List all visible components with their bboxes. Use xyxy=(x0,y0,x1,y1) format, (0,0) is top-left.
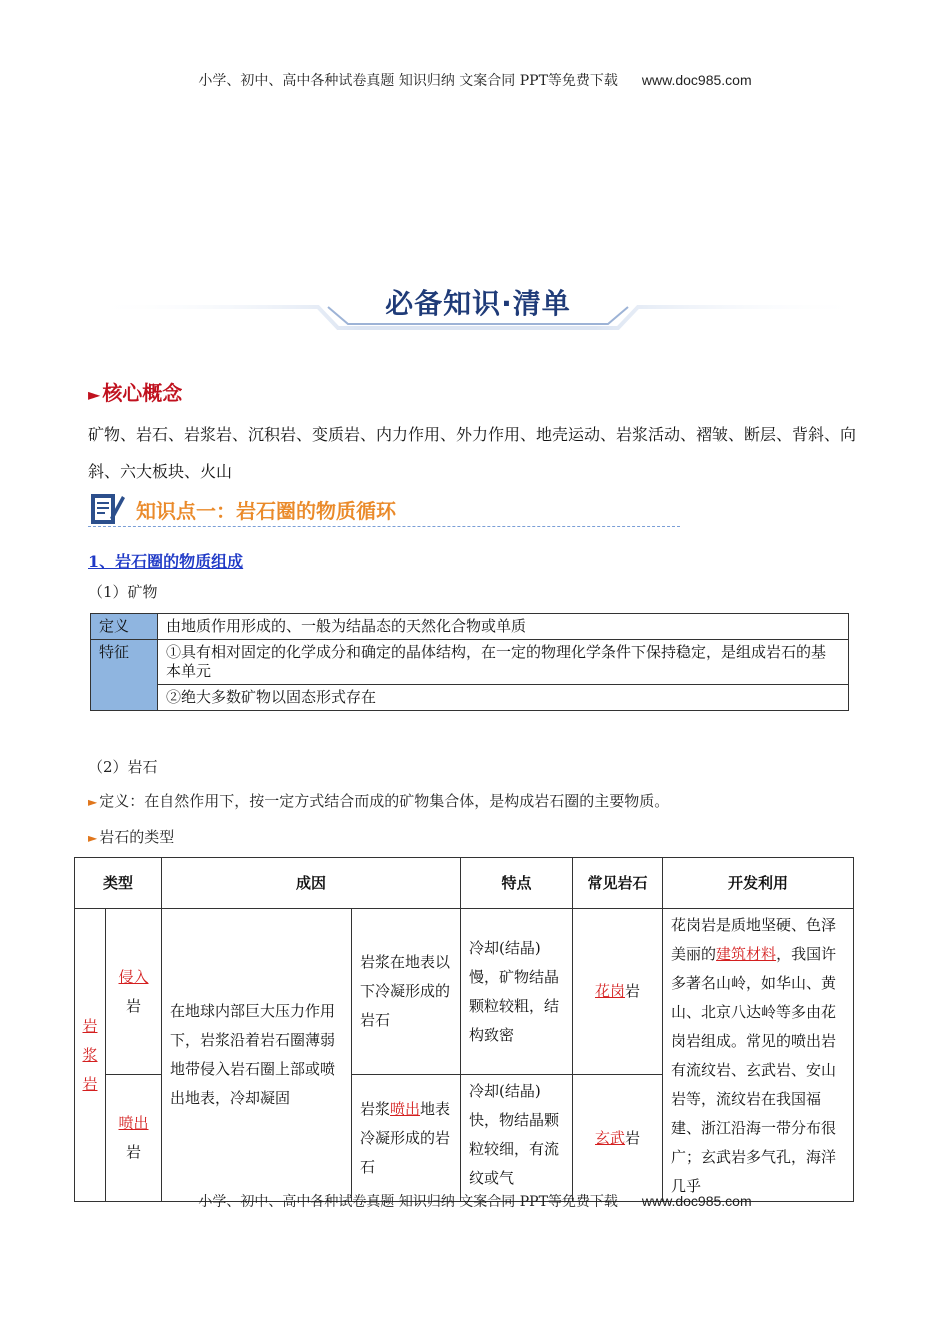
extrusive-example-rest: 岩 xyxy=(625,1128,641,1147)
definition-label: 定义 xyxy=(91,614,158,640)
page-footer xyxy=(0,1191,950,1211)
extrusive-name-rest: 岩 xyxy=(126,1143,142,1162)
category-char: 岩 xyxy=(82,1074,98,1093)
concept-list: 矿物、岩石、岩浆岩、沉积岩、变质岩、内力作用、外力作用、地壳运动、岩浆活动、褶皱、断层、背斜、向斜、六大板块、火山 xyxy=(88,425,857,481)
category-char: 岩 xyxy=(82,1016,98,1035)
intrusive-feature-cell: 冷却(结晶)慢，矿物结晶颗粒较粗，结构致密 xyxy=(461,909,573,1075)
footer-text: 小学、初中、高中各种试卷真题 知识归纳 文案合同 PPT等免费下载 xyxy=(198,1194,618,1210)
core-concept-heading xyxy=(88,377,182,406)
use-text-pre: 花岗岩是质地坚硬、色泽美丽的 xyxy=(671,916,837,963)
rock-subtitle: （2）岩石 xyxy=(88,758,158,776)
section-title: 1、岩石圈的物质组成 xyxy=(88,552,244,571)
extrusive-cause-pre: 岩浆 xyxy=(360,1099,391,1118)
banner-title: 必备知识·清单 xyxy=(385,287,571,320)
table-row xyxy=(91,614,849,640)
header-examples: 常见岩石 xyxy=(573,858,663,909)
header-site[interactable]: www.doc985.com xyxy=(641,72,752,88)
use-text-post: ，我国许多著名山岭，如华山、黄山、北京八达岭等多由花岗岩组成。常见的喷出岩有流纹岩、玄武岩、安山岩等，流纹岩在我国福建、浙江沿海一带分布很广；玄武岩多气孔，海洋几乎 xyxy=(671,945,837,1195)
feature-cell-1: ①具有相对固定的化学成分和确定的晶体结构，在一定的物理化学条件下保持稳定，是组成岩石的基本单元 xyxy=(158,640,849,685)
extrusive-cause-post: 地表冷凝形成的岩石 xyxy=(360,1099,451,1176)
rock-definition-text: 定义：在自然作用下，按一定方式结合而成的矿物集合体，是构成岩石圈的主要物质。 xyxy=(99,792,670,810)
rock-types-heading xyxy=(88,826,174,847)
header-feature: 特点 xyxy=(461,858,573,909)
intrusive-name-cell xyxy=(106,909,162,1075)
intrusive-example-rest: 岩 xyxy=(625,982,641,1001)
rock-types-text: 岩石的类型 xyxy=(99,828,175,846)
feature-label: 特征 xyxy=(91,640,158,711)
divider xyxy=(88,526,680,527)
extrusive-name-red: 喷出 xyxy=(118,1114,149,1133)
header-use: 开发利用 xyxy=(663,858,854,909)
use-text-red: 建筑材料 xyxy=(716,945,777,963)
cause-common-cell: 在地球内部巨大压力作用下，岩浆沿着岩石圈薄弱地带侵入岩石圈上部或喷出地表，冷却凝固 xyxy=(162,909,352,1202)
table-row xyxy=(75,909,854,1075)
extrusive-feature-cell: 冷却(结晶)快，物结晶颗粒较细，有流纹或气 xyxy=(461,1075,573,1202)
header-text: 小学、初中、高中各种试卷真题 知识归纳 文案合同 PPT等免费下载 xyxy=(198,73,618,89)
use-cell xyxy=(663,909,854,1202)
triangle-icon: ► xyxy=(88,795,98,809)
knowledge-point-title: 知识点一：岩石圈的物质循环 xyxy=(136,499,396,523)
triangle-icon: ► xyxy=(88,831,98,845)
definition-cell: 由地质作用形成的、一般为结晶态的天然化合物或单质 xyxy=(158,614,849,640)
intrusive-example-red: 花岗 xyxy=(595,982,626,1001)
category-cell xyxy=(75,909,106,1202)
header-cause: 成因 xyxy=(162,858,461,909)
header-type: 类型 xyxy=(75,858,162,909)
category-char: 浆 xyxy=(82,1045,98,1064)
feature-cell-2: ②绝大多数矿物以固态形式存在 xyxy=(158,685,849,711)
rock-definition xyxy=(88,790,669,811)
intrusive-cause-cell: 岩浆在地表以下冷凝形成的岩石 xyxy=(352,909,461,1075)
core-title: 核心概念 xyxy=(102,381,183,405)
table-row xyxy=(91,685,849,711)
extrusive-name-cell xyxy=(106,1075,162,1202)
page-header xyxy=(0,70,950,90)
triangle-icon: ► xyxy=(88,385,101,404)
extrusive-example-red: 玄武 xyxy=(595,1128,626,1147)
extrusive-cause-red: 喷出 xyxy=(390,1099,421,1118)
intrusive-example-cell xyxy=(573,909,663,1075)
table-header-row xyxy=(75,858,854,909)
extrusive-cause-cell xyxy=(352,1075,461,1202)
intrusive-name-red: 侵入 xyxy=(118,967,149,986)
footer-site[interactable]: www.doc985.com xyxy=(641,1193,752,1209)
notepad-icon xyxy=(88,490,126,526)
extrusive-example-cell xyxy=(573,1075,663,1202)
mineral-table xyxy=(90,613,849,711)
table-row xyxy=(91,640,849,685)
mineral-subtitle: （1）矿物 xyxy=(88,583,158,601)
intrusive-name-rest: 岩 xyxy=(126,996,142,1015)
rock-type-table xyxy=(74,857,854,1202)
